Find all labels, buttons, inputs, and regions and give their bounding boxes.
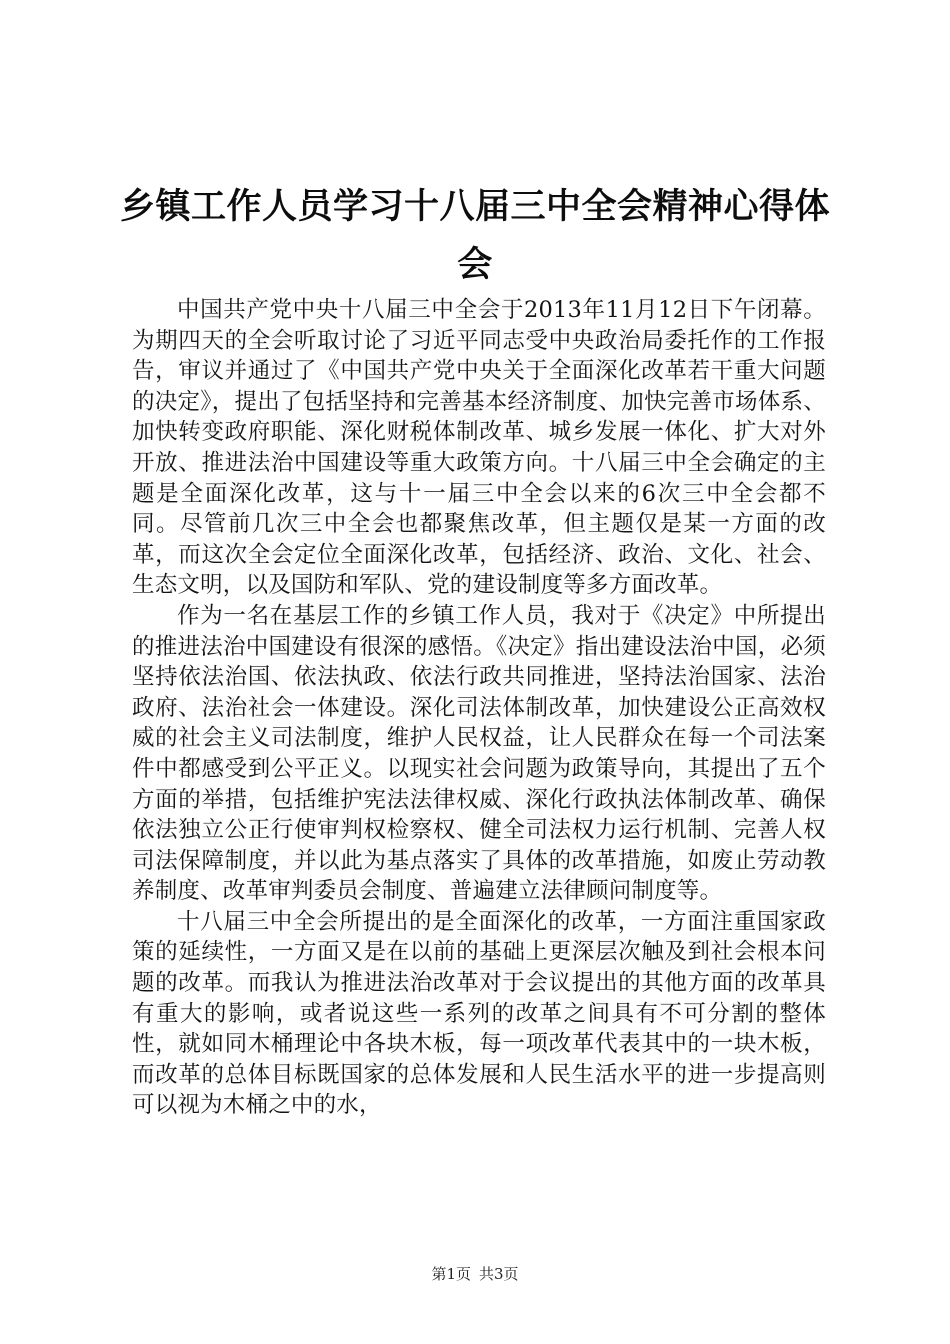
document-body: [132, 295, 826, 1121]
paragraph: 中国共产党中央十八届三中全会于2013年11月12日下午闭幕。为期四天的全会听取讨论了习近平同志受中央政治局委托作的工作报告，审议并通过了《中国共产党中央关于全面深化改革若干重大问题的决定》，提出了包括坚持和完善基本经济制度、加快完善市场体系、加快转变政府职能、深化财税体制改革、城乡发展一体化、扩大对外开放、推进法治中国建设等重大政策方向。十八届三中全会确定的主题是全面深化改革，这与十一届三中全会以来的6次三中全会都不同。尽管前几次三中全会也都聚焦改革，但主题仅是某一方面的改革，而这次全会定位全面深化改革，包括经济、政治、文化、社会、生态文明，以及国防和军队、党的建设制度等多方面改革。: [132, 297, 826, 599]
page-number: 第1页: [431, 1265, 471, 1283]
document-title: 乡镇工作人员学习十八届三中全会精神心得体会: [119, 187, 830, 285]
paragraph: 十八届三中全会所提出的是全面深化的改革，一方面注重国家政策的延续性，一方面又是在以前的基础上更深层次触及到社会根本问题的改革。而我认为推进法治改革对于会议提出的其他方面的改革具有重大的影响，或者说这些一系列的改革之间具有不可分割的整体性，就如同木桶理论中各块木板，每一项改革代表其中的一块木板，而改革的总体目标既国家的总体发展和人民生活水平的进一步提高则可以视为木桶之中的水，: [132, 908, 826, 1119]
page-footer: [0, 1264, 950, 1284]
page-total: 共3页: [479, 1265, 519, 1283]
paragraph: 作为一名在基层工作的乡镇工作人员，我对于《决定》中所提出的推进法治中国建设有很深的感悟。《决定》指出建设法治中国，必须坚持依法治国、依法执政、依法行政共同推进，坚持法治国家、法治政府、法治社会一体建设。深化司法体制改革，加快建设公正高效权威的社会主义司法制度，维护人民权益，让人民群众在每一个司法案件中都感受到公平正义。以现实社会问题为政策导向，其提出了五个方面的举措，包括维护宪法法律权威、深化行政执法体制改革、确保依法独立公正行使审判权检察权、健全司法权力运行机制、完善人权司法保障制度，并以此为基点落实了具体的改革措施，如废止劳动教养制度、改革审判委员会制度、普遍建立法律顾问制度等。: [132, 602, 826, 905]
